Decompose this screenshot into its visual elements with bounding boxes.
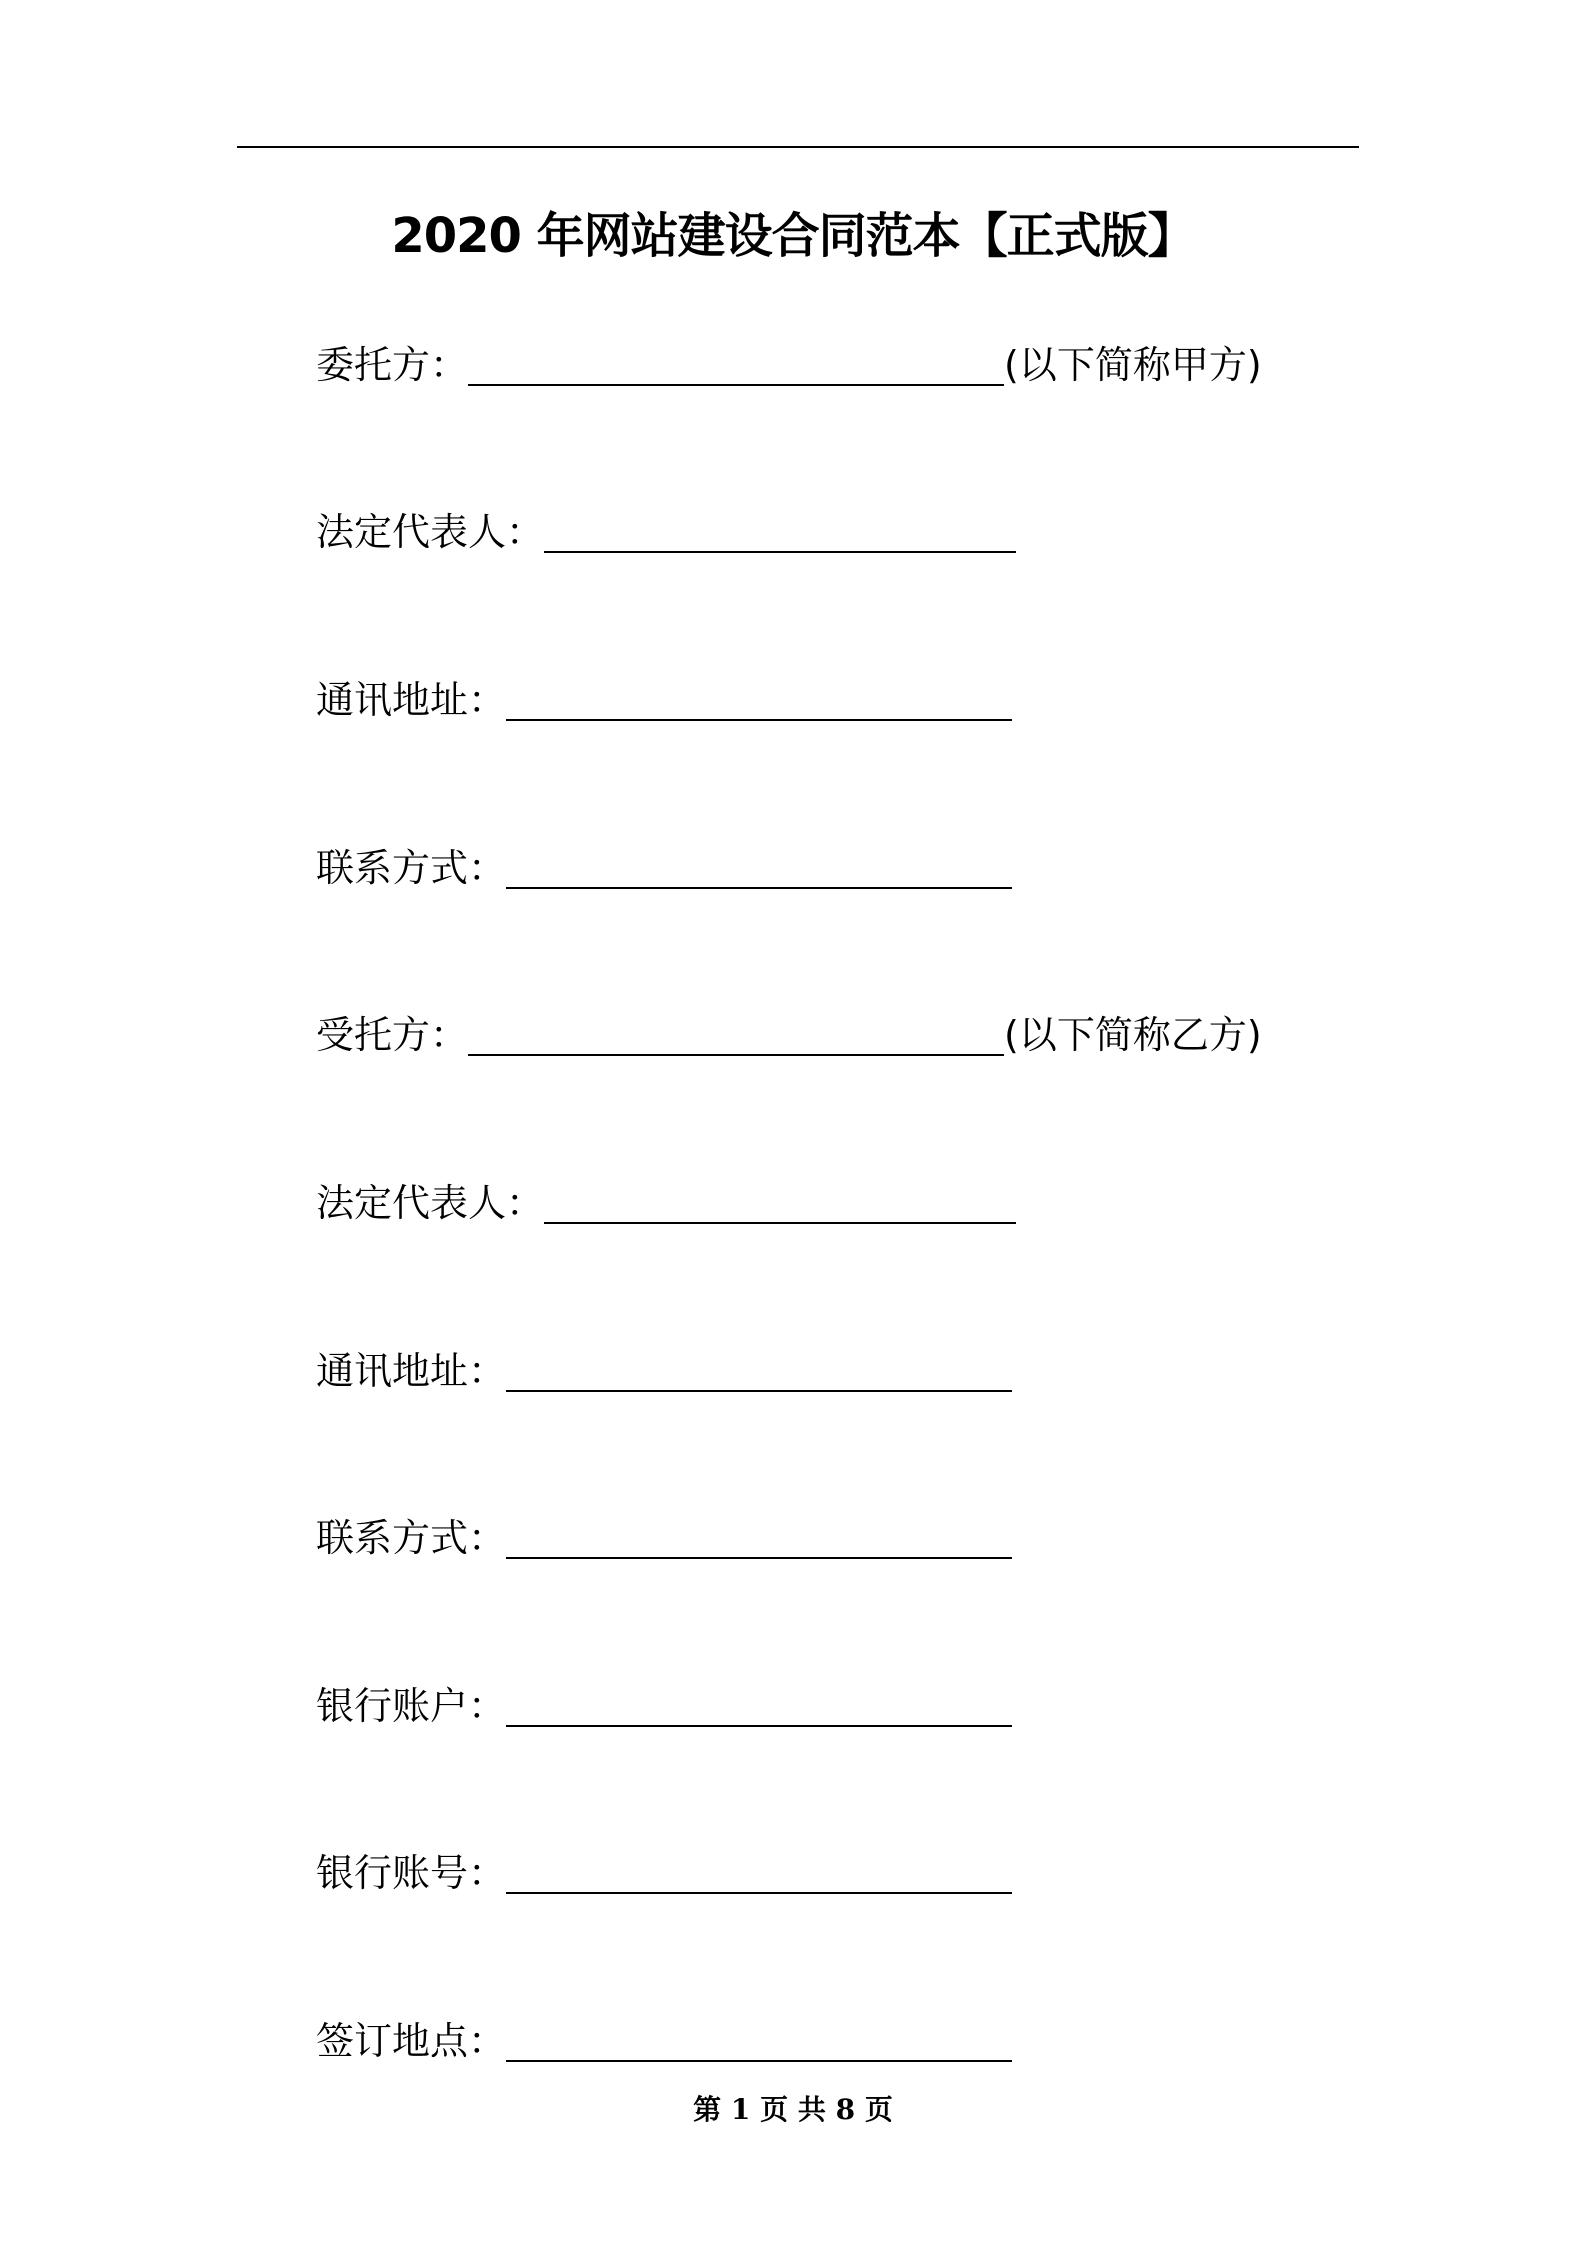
field-bank-number: [316, 1838, 1012, 1898]
bank-account-blank[interactable]: [506, 1681, 1012, 1727]
field-principal: [316, 330, 1262, 390]
field-note: (以下简称乙方): [1004, 1013, 1262, 1057]
address-a-blank[interactable]: [506, 675, 1012, 721]
field-label: 联系方式：: [316, 846, 507, 890]
field-label: 委托方：: [316, 343, 469, 387]
field-label: 银行账号：: [316, 1851, 507, 1895]
field-legal-rep-a: [316, 497, 1016, 557]
field-label: 联系方式：: [316, 1516, 507, 1560]
document-title: 2020 年网站建设合同范本【正式版】: [391, 208, 1195, 264]
field-signing-place: [316, 2006, 1012, 2066]
legal-rep-b-blank[interactable]: [544, 1178, 1016, 1224]
footer-current-page: 1: [730, 2093, 751, 2126]
field-label: 法定代表人：: [316, 510, 545, 554]
footer-prefix: 第: [693, 2093, 722, 2126]
field-label: 通讯地址：: [316, 678, 507, 722]
field-bank-account: [316, 1671, 1012, 1731]
field-address-a: [316, 665, 1012, 725]
trustee-blank[interactable]: [468, 1010, 1004, 1056]
field-note: (以下简称甲方): [1004, 343, 1262, 387]
field-address-b: [316, 1336, 1012, 1396]
legal-rep-a-blank[interactable]: [544, 507, 1016, 553]
address-b-blank[interactable]: [506, 1346, 1012, 1392]
contact-a-blank[interactable]: [506, 843, 1012, 889]
field-label: 受托方：: [316, 1013, 469, 1057]
page-footer: [0, 2090, 1586, 2130]
field-trustee: [316, 1000, 1262, 1060]
field-label: 银行账户：: [316, 1684, 507, 1728]
header-rule: [237, 146, 1359, 148]
field-contact-b: [316, 1503, 1012, 1563]
field-label: 通讯地址：: [316, 1349, 507, 1393]
signing-place-blank[interactable]: [506, 2016, 1012, 2062]
contact-b-blank[interactable]: [506, 1513, 1012, 1559]
footer-total-pages: 8: [835, 2093, 856, 2126]
footer-middle: 页 共: [760, 2093, 826, 2126]
bank-number-blank[interactable]: [506, 1848, 1012, 1894]
footer-suffix: 页: [864, 2093, 893, 2126]
field-contact-a: [316, 833, 1012, 893]
principal-blank[interactable]: [468, 340, 1004, 386]
field-label: 签订地点：: [316, 2019, 507, 2063]
field-legal-rep-b: [316, 1168, 1016, 1228]
field-label: 法定代表人：: [316, 1181, 545, 1225]
